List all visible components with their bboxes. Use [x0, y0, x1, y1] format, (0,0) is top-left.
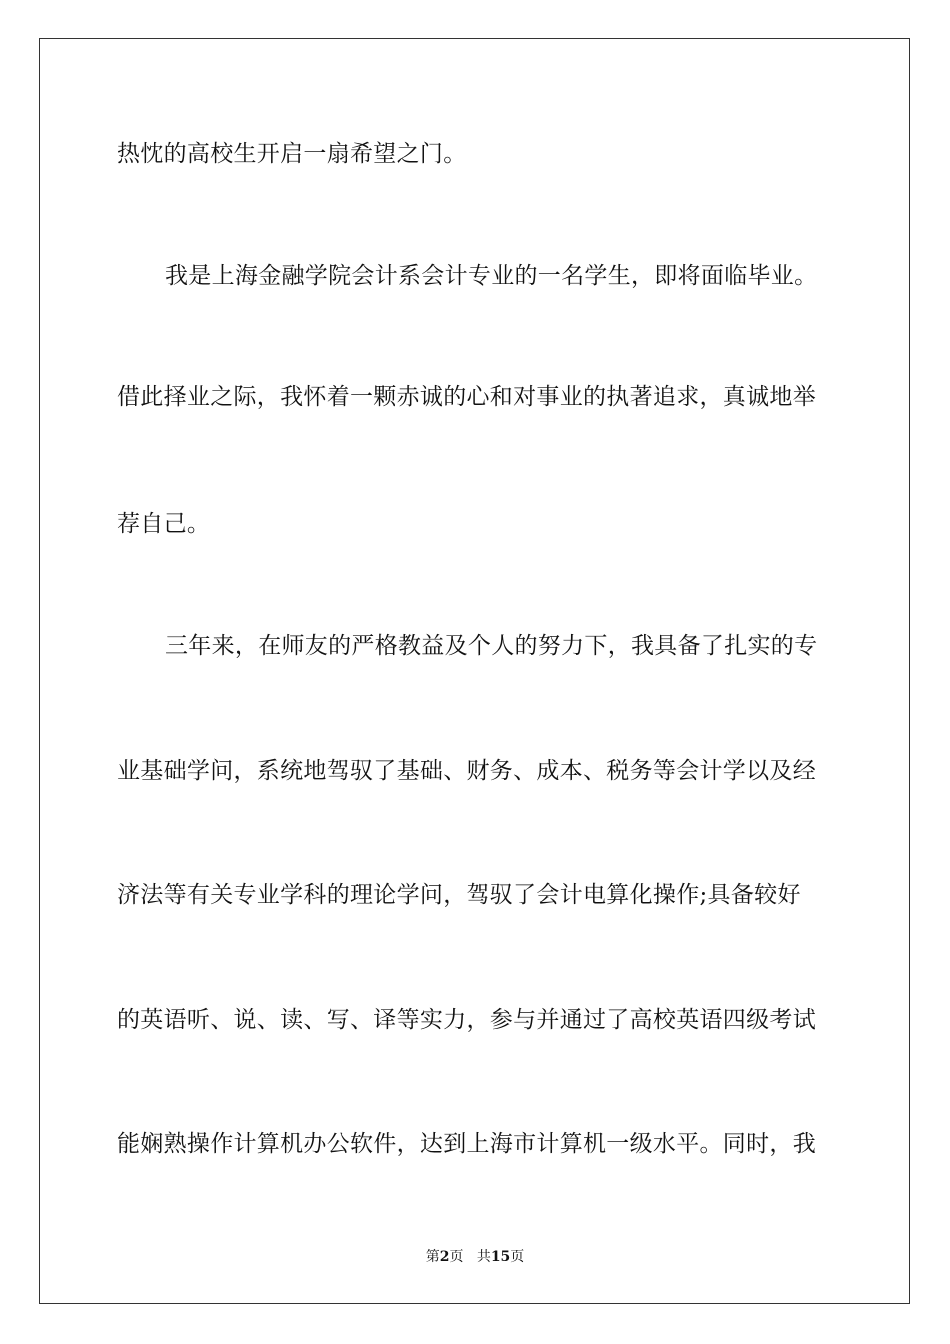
text-line-6: 业基础学问，系统地驾驭了基础、财务、成本、税务等会计学以及经	[117, 758, 816, 784]
text-line-4: 荐自己。	[117, 511, 211, 537]
text-line-2: 我是上海金融学院会计系会计专业的一名学生，即将面临毕业。	[165, 263, 818, 289]
total-suffix: 页	[510, 1249, 525, 1265]
page-suffix: 页	[449, 1249, 464, 1265]
text-line-8: 的英语听、说、读、写、译等实力，参与并通过了高校英语四级考试	[117, 1007, 816, 1033]
page-footer	[0, 1248, 950, 1266]
text-line-3: 借此择业之际，我怀着一颗赤诚的心和对事业的执著追求，真诚地举	[117, 384, 816, 410]
page-prefix: 第	[425, 1249, 440, 1265]
total-prefix: 共	[476, 1249, 491, 1265]
text-line-5: 三年来，在师友的严格教益及个人的努力下，我具备了扎实的专	[165, 633, 818, 659]
page-number: 2	[439, 1249, 450, 1265]
total-pages: 15	[490, 1249, 511, 1265]
text-line-9: 能娴熟操作计算机办公软件，达到上海市计算机一级水平。同时，我	[117, 1131, 816, 1157]
text-line-1: 热忱的高校生开启一扇希望之门。	[117, 141, 467, 167]
page-border	[39, 38, 910, 1304]
text-line-7: 济法等有关专业学科的理论学问，驾驭了会计电算化操作;具备较好	[117, 882, 801, 908]
